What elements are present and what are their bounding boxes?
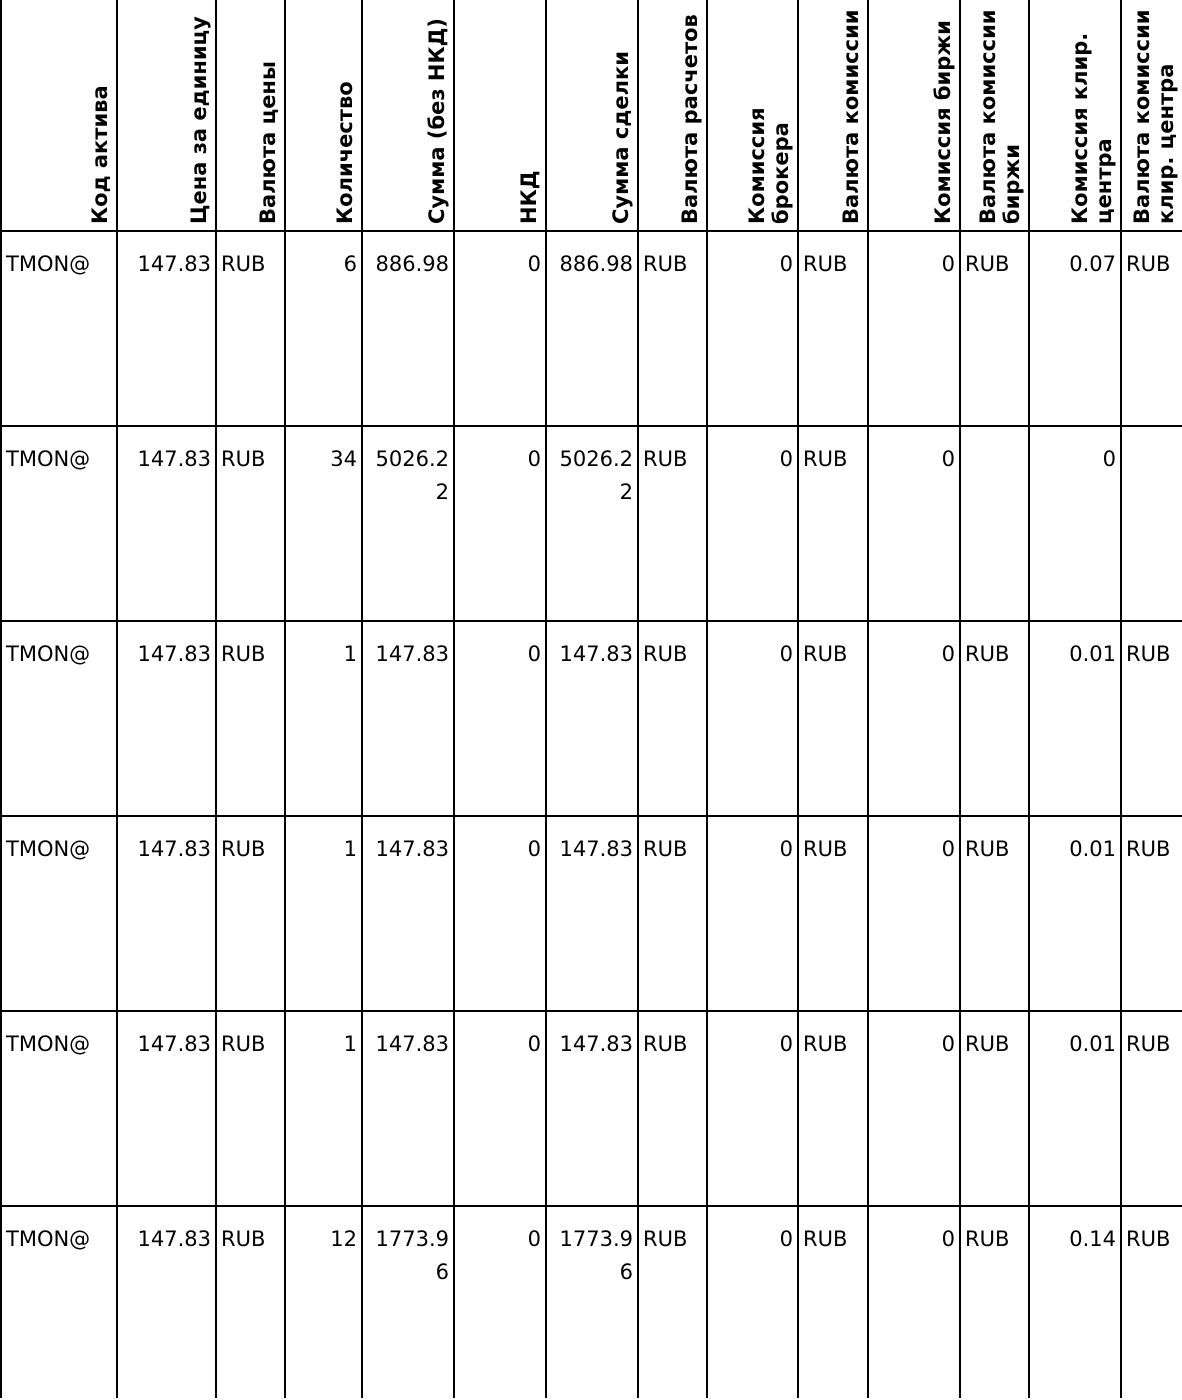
table-cell-exchange_fee: 0 <box>941 1032 955 1056</box>
table-cell-broker_fee: 0 <box>779 1032 793 1056</box>
table-cell-settlement_currency: RUB <box>643 1227 688 1251</box>
column-header-deal_amount <box>545 0 637 230</box>
column-divider <box>545 0 547 1398</box>
row-divider <box>0 815 1182 817</box>
table-cell-clearing_fee_currency: RUB <box>1126 642 1171 666</box>
table-cell-deal_amount: 147.83 <box>559 642 633 666</box>
row-divider <box>0 1205 1182 1207</box>
table-cell-broker_fee: 0 <box>779 1227 793 1251</box>
row-divider <box>0 230 1182 232</box>
table-cell-asset_code: TMON@ <box>6 447 91 471</box>
table-cell-price_currency: RUB <box>221 837 266 861</box>
table-cell-price_currency: RUB <box>221 252 266 276</box>
table-cell-quantity: 1 <box>343 642 357 666</box>
table-cell-clearing_fee_currency: RUB <box>1126 252 1171 276</box>
column-divider <box>215 0 217 1398</box>
table-cell-deal_amount: 5026.22 <box>559 447 633 504</box>
table-cell-broker_fee: 0 <box>779 447 793 471</box>
table-cell-asset_code: TMON@ <box>6 252 91 276</box>
column-header-quantity <box>284 0 361 230</box>
table-cell-settlement_currency: RUB <box>643 642 688 666</box>
table-cell-quantity: 6 <box>343 252 357 276</box>
column-header-clearing_fee_currency <box>1120 0 1182 230</box>
column-divider <box>453 0 455 1398</box>
table-cell-clearing_fee: 0.01 <box>1069 1032 1116 1056</box>
table-cell-settlement_currency: RUB <box>643 837 688 861</box>
table-cell-aci: 0 <box>527 837 541 861</box>
table-cell-clearing_fee_currency: RUB <box>1126 1227 1171 1251</box>
column-header-label: Валюта комиссии <box>839 9 863 224</box>
column-header-label: Комиссия биржи <box>931 20 955 224</box>
column-header-label: Валюта цены <box>256 61 280 224</box>
column-header-label: Сумма сделки <box>609 51 633 224</box>
table-cell-deal_amount: 1773.96 <box>559 1227 633 1284</box>
column-header-broker_fee <box>706 0 797 230</box>
table-cell-exchange_fee_currency: RUB <box>965 837 1010 861</box>
column-header-label: Валюта расчетов <box>678 14 702 224</box>
column-header-label: Код актива <box>88 85 112 224</box>
column-divider <box>1120 0 1122 1398</box>
table-cell-fee_currency: RUB <box>803 252 848 276</box>
column-divider <box>0 0 2 1398</box>
table-cell-unit_price: 147.83 <box>137 252 211 276</box>
column-divider <box>116 0 118 1398</box>
table-cell-amount_excl_aci: 5026.22 <box>375 447 449 504</box>
column-header-price_currency <box>215 0 284 230</box>
table-cell-clearing_fee_currency: RUB <box>1126 837 1171 861</box>
table-cell-quantity: 12 <box>330 1227 357 1251</box>
table-cell-quantity: 34 <box>330 447 357 471</box>
table-cell-settlement_currency: RUB <box>643 447 688 471</box>
column-header-label: Валюта комиссии биржи <box>976 9 1024 224</box>
row-divider <box>0 1010 1182 1012</box>
column-divider <box>1028 0 1030 1398</box>
column-divider <box>959 0 961 1398</box>
table-cell-exchange_fee: 0 <box>941 447 955 471</box>
table-cell-exchange_fee: 0 <box>941 1227 955 1251</box>
table-cell-amount_excl_aci: 147.83 <box>375 837 449 861</box>
column-header-unit_price <box>116 0 215 230</box>
column-divider <box>284 0 286 1398</box>
table-cell-fee_currency: RUB <box>803 837 848 861</box>
table-cell-exchange_fee_currency: RUB <box>965 1032 1010 1056</box>
table-cell-asset_code: TMON@ <box>6 837 91 861</box>
table-cell-price_currency: RUB <box>221 642 266 666</box>
column-divider <box>361 0 363 1398</box>
table-cell-aci: 0 <box>527 1227 541 1251</box>
table-cell-unit_price: 147.83 <box>137 837 211 861</box>
table-cell-broker_fee: 0 <box>779 837 793 861</box>
table-cell-unit_price: 147.83 <box>137 642 211 666</box>
column-header-label: НКД <box>517 170 541 224</box>
table-cell-exchange_fee_currency: RUB <box>965 252 1010 276</box>
column-header-label: Комиссия клир. центра <box>1068 32 1116 224</box>
table-cell-exchange_fee: 0 <box>941 642 955 666</box>
table-cell-amount_excl_aci: 147.83 <box>375 1032 449 1056</box>
table-cell-asset_code: TMON@ <box>6 642 91 666</box>
column-divider <box>637 0 639 1398</box>
table-cell-amount_excl_aci: 147.83 <box>375 642 449 666</box>
column-header-settlement_currency <box>637 0 706 230</box>
column-header-fee_currency <box>797 0 867 230</box>
table-cell-clearing_fee: 0 <box>1102 447 1116 471</box>
table-cell-amount_excl_aci: 1773.96 <box>375 1227 449 1284</box>
table-cell-fee_currency: RUB <box>803 1032 848 1056</box>
table-cell-fee_currency: RUB <box>803 642 848 666</box>
table-cell-fee_currency: RUB <box>803 447 848 471</box>
column-header-label: Цена за единицу <box>187 16 211 224</box>
table-cell-amount_excl_aci: 886.98 <box>375 252 449 276</box>
table-cell-unit_price: 147.83 <box>137 1032 211 1056</box>
row-divider <box>0 620 1182 622</box>
column-header-label: Валюта комиссии клир. центра <box>1130 9 1178 224</box>
table-cell-deal_amount: 147.83 <box>559 837 633 861</box>
table-cell-aci: 0 <box>527 447 541 471</box>
table-cell-clearing_fee: 0.14 <box>1069 1227 1116 1251</box>
table-cell-deal_amount: 886.98 <box>559 252 633 276</box>
table-cell-exchange_fee_currency <box>961 425 1028 620</box>
table-cell-quantity: 1 <box>343 1032 357 1056</box>
table-cell-exchange_fee_currency: RUB <box>965 642 1010 666</box>
table-cell-unit_price: 147.83 <box>137 1227 211 1251</box>
table-cell-price_currency: RUB <box>221 1227 266 1251</box>
column-divider <box>867 0 869 1398</box>
column-header-label: Количество <box>333 81 357 224</box>
column-divider <box>706 0 708 1398</box>
table-cell-clearing_fee_currency <box>1122 425 1182 620</box>
column-divider <box>797 0 799 1398</box>
table-cell-aci: 0 <box>527 1032 541 1056</box>
table-cell-broker_fee: 0 <box>779 252 793 276</box>
column-header-label: Сумма (без НКД) <box>425 18 449 224</box>
table-cell-aci: 0 <box>527 642 541 666</box>
table-cell-clearing_fee: 0.01 <box>1069 837 1116 861</box>
column-header-label: Комиссия брокера <box>745 107 793 224</box>
table-cell-fee_currency: RUB <box>803 1227 848 1251</box>
table-cell-asset_code: TMON@ <box>6 1032 91 1056</box>
column-header-exchange_fee <box>867 0 959 230</box>
table-cell-price_currency: RUB <box>221 1032 266 1056</box>
column-header-aci <box>453 0 545 230</box>
column-header-clearing_fee <box>1028 0 1120 230</box>
column-header-asset_code <box>0 0 116 230</box>
table-cell-quantity: 1 <box>343 837 357 861</box>
table-cell-asset_code: TMON@ <box>6 1227 91 1251</box>
table-cell-deal_amount: 147.83 <box>559 1032 633 1056</box>
table-cell-clearing_fee: 0.01 <box>1069 642 1116 666</box>
table-cell-settlement_currency: RUB <box>643 252 688 276</box>
table-cell-exchange_fee: 0 <box>941 252 955 276</box>
table-cell-unit_price: 147.83 <box>137 447 211 471</box>
table-cell-clearing_fee: 0.07 <box>1069 252 1116 276</box>
table-cell-clearing_fee_currency: RUB <box>1126 1032 1171 1056</box>
table-cell-exchange_fee_currency: RUB <box>965 1227 1010 1251</box>
table-cell-settlement_currency: RUB <box>643 1032 688 1056</box>
row-divider <box>0 425 1182 427</box>
table-cell-exchange_fee: 0 <box>941 837 955 861</box>
column-header-exchange_fee_currency <box>959 0 1028 230</box>
column-header-amount_excl_aci <box>361 0 453 230</box>
table-cell-aci: 0 <box>527 252 541 276</box>
table-cell-broker_fee: 0 <box>779 642 793 666</box>
table-cell-price_currency: RUB <box>221 447 266 471</box>
